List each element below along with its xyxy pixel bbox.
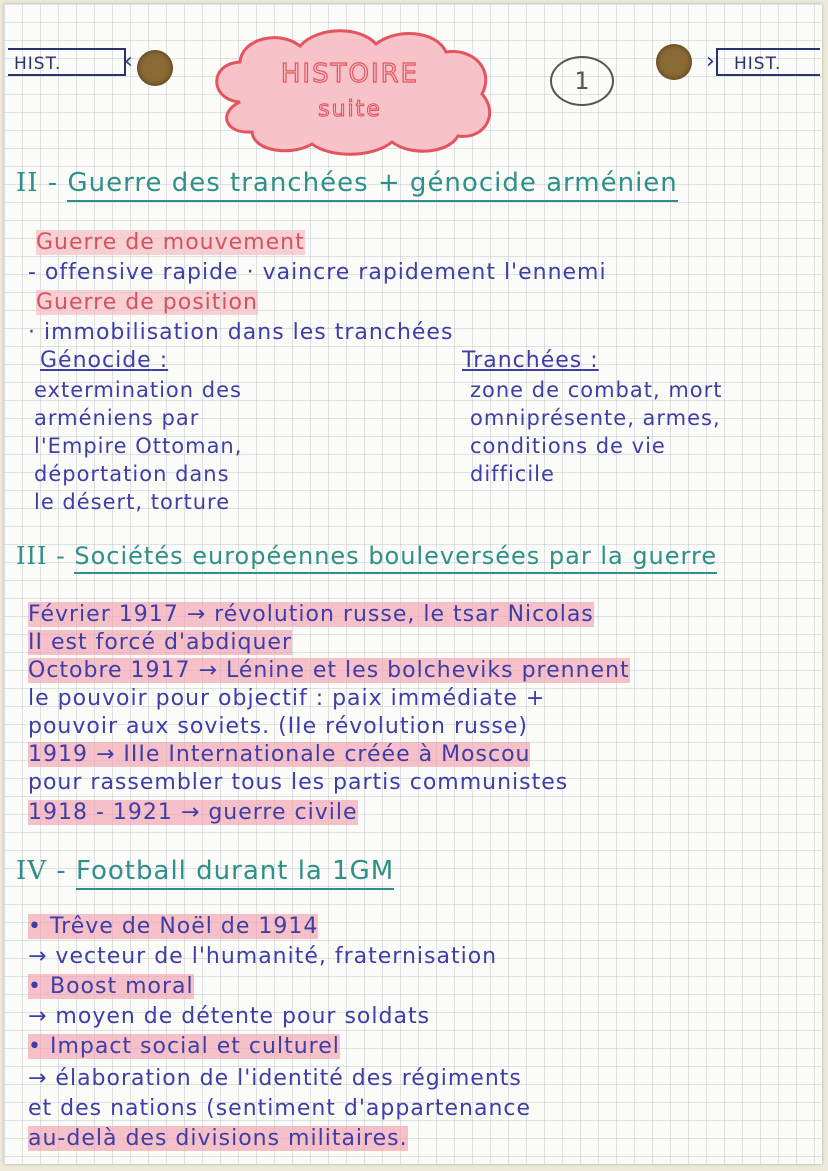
- section-4-line: → moyen de détente pour soldats: [28, 1004, 431, 1029]
- section-3-line: pouvoir aux soviets. (IIe révolution russe): [28, 714, 528, 739]
- tab-left-arrow-icon: ‹: [124, 49, 133, 74]
- genocide-line: le désert, torture: [34, 490, 231, 514]
- section-4-line: • Impact social et culturel: [28, 1034, 340, 1059]
- genocide-line: extermination des: [34, 378, 242, 402]
- section-3-line: le pouvoir pour objectif : paix immédiate +: [28, 686, 546, 711]
- section-4-line: • Boost moral: [28, 974, 194, 999]
- hist-tab-left: HIST.: [8, 48, 126, 76]
- section-4-line: et des nations (sentiment d'appartenance: [28, 1096, 532, 1121]
- punch-hole-right: [656, 44, 692, 80]
- genocide-line: déportation dans: [34, 462, 230, 486]
- cloud-subtitle: suite: [318, 97, 382, 122]
- section-3-line: Octobre 1917 → Lénine et les bolcheviks prennent: [28, 658, 630, 683]
- section-3-heading: III - Sociétés européennes bouleversées par la guerre: [16, 542, 717, 570]
- guerre-mouvement-label: Guerre de mouvement: [36, 230, 305, 255]
- section-4-heading: IV - Football durant la 1GM: [16, 856, 394, 886]
- hist-tab-right: HIST.: [716, 48, 820, 76]
- title-cloud: [200, 24, 500, 156]
- section-4-line: → élaboration de l'identité des régiments: [28, 1066, 522, 1091]
- guerre-position-label: Guerre de position: [36, 290, 258, 315]
- page-number: 1: [550, 56, 614, 106]
- notebook-page: [4, 4, 822, 1164]
- genocide-line: arméniens par: [34, 406, 200, 430]
- section-3-line: Février 1917 → révolution russe, le tsar Nicolas: [28, 602, 594, 627]
- guerre-mouvement-text: - offensive rapide · vaincre rapidement l'ennemi: [28, 260, 607, 285]
- section-2-heading: II - Guerre des tranchées + génocide arménien: [16, 168, 678, 198]
- cloud-title: HISTOIRE: [280, 59, 420, 89]
- section-4-line: → vecteur de l'humanité, fraternisation: [28, 944, 498, 969]
- genocide-heading: Génocide :: [40, 348, 169, 373]
- tranchees-heading: Tranchées :: [462, 348, 599, 373]
- section-3-line: 1919 → IIIe Internationale créée à Moscou: [28, 742, 531, 767]
- section-4-line: • Trêve de Noël de 1914: [28, 914, 319, 939]
- section-3-line: pour rassembler tous les partis communistes: [28, 770, 569, 795]
- section-3-line: 1918 - 1921 → guerre civile: [28, 800, 358, 825]
- tranchees-line: omniprésente, armes,: [470, 406, 721, 430]
- tranchees-line: zone de combat, mort: [470, 378, 723, 402]
- tranchees-line: difficile: [470, 462, 555, 486]
- guerre-position-text: · immobilisation dans les tranchées: [28, 320, 454, 345]
- section-3-line: II est forcé d'abdiquer: [28, 630, 293, 655]
- tranchees-line: conditions de vie: [470, 434, 666, 458]
- genocide-line: l'Empire Ottoman,: [34, 434, 243, 458]
- section-4-line: au-delà des divisions militaires.: [28, 1126, 408, 1151]
- punch-hole-left: [137, 50, 173, 86]
- tab-right-arrow-icon: ›: [706, 49, 715, 74]
